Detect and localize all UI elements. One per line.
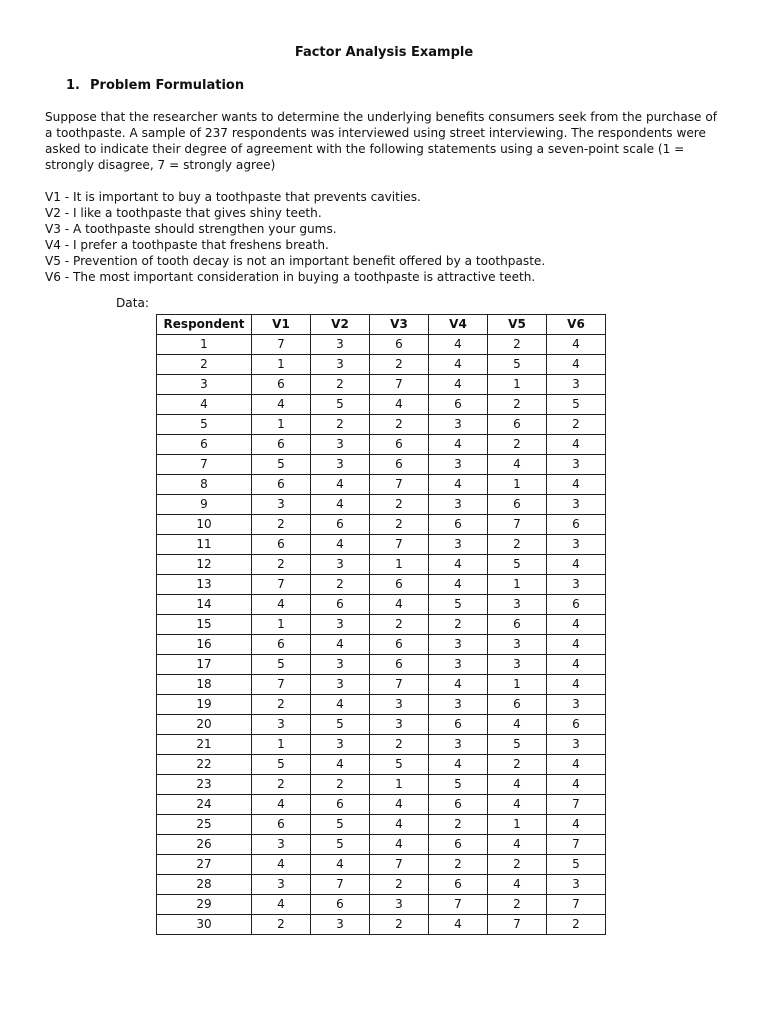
value-cell-v5: 6: [488, 495, 547, 515]
value-cell-v6: 4: [547, 335, 606, 355]
table-row: [157, 655, 606, 675]
value-cell-v4: 3: [429, 635, 488, 655]
table-row: [157, 735, 606, 755]
value-cell-v2: 3: [311, 435, 370, 455]
respondent-cell: 3: [157, 375, 252, 395]
table-row: [157, 635, 606, 655]
value-cell-v3: 3: [370, 895, 429, 915]
value-cell-v1: 3: [252, 715, 311, 735]
value-cell-v6: 7: [547, 795, 606, 815]
value-cell-v6: 3: [547, 875, 606, 895]
table-row: [157, 375, 606, 395]
value-cell-v3: 1: [370, 555, 429, 575]
value-cell-v6: 3: [547, 375, 606, 395]
value-cell-v3: 6: [370, 575, 429, 595]
value-cell-v6: 4: [547, 435, 606, 455]
value-cell-v2: 4: [311, 475, 370, 495]
value-cell-v2: 6: [311, 895, 370, 915]
value-cell-v5: 5: [488, 355, 547, 375]
respondent-cell: 29: [157, 895, 252, 915]
respondent-cell: 28: [157, 875, 252, 895]
value-cell-v6: 3: [547, 455, 606, 475]
table-row: [157, 675, 606, 695]
table-row: [157, 415, 606, 435]
value-cell-v3: 2: [370, 495, 429, 515]
value-cell-v4: 6: [429, 795, 488, 815]
value-cell-v2: 3: [311, 915, 370, 935]
value-cell-v4: 2: [429, 615, 488, 635]
value-cell-v5: 3: [488, 655, 547, 675]
statement-v4: V4 - I prefer a toothpaste that freshens breath.: [45, 238, 329, 252]
value-cell-v2: 3: [311, 555, 370, 575]
value-cell-v5: 4: [488, 775, 547, 795]
value-cell-v1: 2: [252, 555, 311, 575]
value-cell-v6: 3: [547, 695, 606, 715]
respondent-cell: 26: [157, 835, 252, 855]
value-cell-v4: 4: [429, 435, 488, 455]
value-cell-v2: 4: [311, 495, 370, 515]
respondent-cell: 16: [157, 635, 252, 655]
value-cell-v5: 2: [488, 335, 547, 355]
table-row: [157, 695, 606, 715]
value-cell-v1: 6: [252, 375, 311, 395]
value-cell-v5: 5: [488, 555, 547, 575]
value-cell-v1: 3: [252, 835, 311, 855]
value-cell-v2: 3: [311, 455, 370, 475]
value-cell-v6: 7: [547, 895, 606, 915]
respondent-cell: 21: [157, 735, 252, 755]
value-cell-v3: 7: [370, 375, 429, 395]
value-cell-v1: 2: [252, 695, 311, 715]
data-table: [156, 314, 606, 935]
value-cell-v3: 4: [370, 835, 429, 855]
intro-paragraph: [45, 109, 725, 173]
value-cell-v4: 3: [429, 495, 488, 515]
respondent-cell: 18: [157, 675, 252, 695]
value-cell-v2: 3: [311, 615, 370, 635]
value-cell-v1: 5: [252, 655, 311, 675]
value-cell-v4: 3: [429, 735, 488, 755]
value-cell-v5: 2: [488, 755, 547, 775]
value-cell-v6: 7: [547, 835, 606, 855]
value-cell-v6: 4: [547, 355, 606, 375]
value-cell-v6: 4: [547, 555, 606, 575]
value-cell-v5: 3: [488, 635, 547, 655]
value-cell-v1: 6: [252, 475, 311, 495]
value-cell-v2: 2: [311, 415, 370, 435]
value-cell-v1: 4: [252, 595, 311, 615]
respondent-cell: 24: [157, 795, 252, 815]
value-cell-v6: 3: [547, 735, 606, 755]
value-cell-v4: 2: [429, 855, 488, 875]
value-cell-v2: 4: [311, 695, 370, 715]
table-row: [157, 795, 606, 815]
section-heading: [66, 78, 244, 93]
value-cell-v1: 2: [252, 915, 311, 935]
value-cell-v5: 4: [488, 835, 547, 855]
respondent-cell: 30: [157, 915, 252, 935]
header-v2: V2: [311, 315, 370, 335]
table-row: [157, 915, 606, 935]
statement-v1: V1 - It is important to buy a toothpaste that prevents cavities.: [45, 190, 421, 204]
value-cell-v1: 4: [252, 395, 311, 415]
value-cell-v6: 3: [547, 575, 606, 595]
value-cell-v5: 2: [488, 535, 547, 555]
respondent-cell: 6: [157, 435, 252, 455]
header-v6: V6: [547, 315, 606, 335]
value-cell-v3: 2: [370, 735, 429, 755]
value-cell-v5: 2: [488, 855, 547, 875]
value-cell-v1: 1: [252, 615, 311, 635]
value-cell-v5: 4: [488, 875, 547, 895]
respondent-cell: 1: [157, 335, 252, 355]
value-cell-v6: 6: [547, 715, 606, 735]
value-cell-v4: 4: [429, 335, 488, 355]
section-number: 1.: [66, 78, 80, 93]
value-cell-v4: 5: [429, 775, 488, 795]
value-cell-v2: 7: [311, 875, 370, 895]
statement-v3: V3 - A toothpaste should strengthen your gums.: [45, 222, 337, 236]
value-cell-v4: 4: [429, 355, 488, 375]
value-cell-v6: 4: [547, 755, 606, 775]
respondent-cell: 8: [157, 475, 252, 495]
value-cell-v6: 4: [547, 635, 606, 655]
value-cell-v3: 2: [370, 355, 429, 375]
document-title: Factor Analysis Example: [294, 45, 474, 60]
respondent-cell: 7: [157, 455, 252, 475]
respondent-cell: 25: [157, 815, 252, 835]
value-cell-v3: 3: [370, 695, 429, 715]
value-cell-v4: 4: [429, 915, 488, 935]
value-cell-v6: 4: [547, 615, 606, 635]
value-cell-v3: 1: [370, 775, 429, 795]
value-cell-v6: 5: [547, 395, 606, 415]
table-row: [157, 815, 606, 835]
value-cell-v2: 5: [311, 835, 370, 855]
value-cell-v4: 4: [429, 475, 488, 495]
value-cell-v3: 2: [370, 875, 429, 895]
respondent-cell: 27: [157, 855, 252, 875]
value-cell-v4: 6: [429, 715, 488, 735]
value-cell-v2: 2: [311, 575, 370, 595]
value-cell-v3: 7: [370, 475, 429, 495]
value-cell-v1: 4: [252, 855, 311, 875]
value-cell-v6: 4: [547, 475, 606, 495]
respondent-cell: 17: [157, 655, 252, 675]
value-cell-v6: 4: [547, 675, 606, 695]
respondent-cell: 2: [157, 355, 252, 375]
value-cell-v3: 6: [370, 635, 429, 655]
value-cell-v3: 4: [370, 395, 429, 415]
value-cell-v2: 4: [311, 855, 370, 875]
value-cell-v4: 4: [429, 555, 488, 575]
value-cell-v2: 3: [311, 675, 370, 695]
value-cell-v3: 2: [370, 415, 429, 435]
value-cell-v1: 2: [252, 515, 311, 535]
value-cell-v3: 3: [370, 715, 429, 735]
respondent-cell: 5: [157, 415, 252, 435]
table-row: [157, 475, 606, 495]
value-cell-v5: 7: [488, 915, 547, 935]
value-cell-v2: 4: [311, 755, 370, 775]
table-row: [157, 515, 606, 535]
value-cell-v5: 6: [488, 415, 547, 435]
value-cell-v1: 6: [252, 635, 311, 655]
table-body: [157, 335, 606, 935]
table-row: [157, 535, 606, 555]
value-cell-v2: 6: [311, 795, 370, 815]
value-cell-v5: 1: [488, 575, 547, 595]
value-cell-v3: 5: [370, 755, 429, 775]
value-cell-v3: 7: [370, 535, 429, 555]
value-cell-v4: 3: [429, 455, 488, 475]
value-cell-v3: 2: [370, 615, 429, 635]
value-cell-v5: 6: [488, 695, 547, 715]
value-cell-v5: 1: [488, 375, 547, 395]
respondent-cell: 13: [157, 575, 252, 595]
value-cell-v5: 1: [488, 815, 547, 835]
value-cell-v2: 2: [311, 375, 370, 395]
value-cell-v6: 6: [547, 515, 606, 535]
value-cell-v6: 6: [547, 595, 606, 615]
header-v3: V3: [370, 315, 429, 335]
value-cell-v4: 4: [429, 575, 488, 595]
value-cell-v6: 2: [547, 915, 606, 935]
statement-v5: V5 - Prevention of tooth decay is not an important benefit offered by a toothpaste.: [45, 254, 546, 268]
value-cell-v6: 2: [547, 415, 606, 435]
value-cell-v5: 4: [488, 715, 547, 735]
value-cell-v4: 5: [429, 595, 488, 615]
value-cell-v3: 4: [370, 815, 429, 835]
table-header-row: [157, 315, 606, 335]
value-cell-v2: 6: [311, 515, 370, 535]
value-cell-v4: 3: [429, 415, 488, 435]
value-cell-v4: 4: [429, 375, 488, 395]
table-row: [157, 775, 606, 795]
value-cell-v1: 6: [252, 535, 311, 555]
value-cell-v3: 6: [370, 335, 429, 355]
header-v4: V4: [429, 315, 488, 335]
respondent-cell: 14: [157, 595, 252, 615]
value-cell-v3: 4: [370, 595, 429, 615]
value-cell-v5: 3: [488, 595, 547, 615]
value-cell-v6: 4: [547, 815, 606, 835]
value-cell-v3: 2: [370, 515, 429, 535]
value-cell-v1: 7: [252, 335, 311, 355]
value-cell-v5: 6: [488, 615, 547, 635]
value-cell-v5: 2: [488, 895, 547, 915]
table-row: [157, 495, 606, 515]
value-cell-v5: 2: [488, 435, 547, 455]
table-row: [157, 875, 606, 895]
table-row: [157, 355, 606, 375]
value-cell-v3: 4: [370, 795, 429, 815]
value-cell-v2: 3: [311, 735, 370, 755]
respondent-cell: 22: [157, 755, 252, 775]
table-row: [157, 715, 606, 735]
value-cell-v2: 3: [311, 655, 370, 675]
table-row: [157, 575, 606, 595]
respondent-cell: 23: [157, 775, 252, 795]
table-row: [157, 895, 606, 915]
value-cell-v5: 1: [488, 475, 547, 495]
table-row: [157, 435, 606, 455]
table-row: [157, 595, 606, 615]
statement-v6: V6 - The most important consideration in buying a toothpaste is attractive teeth.: [45, 270, 536, 284]
table-row: [157, 335, 606, 355]
value-cell-v1: 3: [252, 495, 311, 515]
value-cell-v5: 5: [488, 735, 547, 755]
table-row: [157, 555, 606, 575]
value-cell-v1: 7: [252, 675, 311, 695]
value-cell-v2: 2: [311, 775, 370, 795]
value-cell-v5: 1: [488, 675, 547, 695]
table-row: [157, 615, 606, 635]
value-cell-v4: 6: [429, 835, 488, 855]
intro-text: Suppose that the researcher wants to determine the underlying benefits consumers seek from the purchase of a toothpaste. A sample of 237 respondents was interviewed using street interviewing. The respondents were asked to indicate their degree of agreement with the following statements using a seven-point scale (1 = strongly disagree, 7 = strongly agree): [45, 110, 717, 172]
value-cell-v2: 3: [311, 335, 370, 355]
value-cell-v4: 6: [429, 875, 488, 895]
value-cell-v6: 3: [547, 495, 606, 515]
header-v5: V5: [488, 315, 547, 335]
section-title: Problem Formulation: [90, 78, 245, 93]
table-row: [157, 855, 606, 875]
value-cell-v6: 5: [547, 855, 606, 875]
value-cell-v4: 3: [429, 655, 488, 675]
value-cell-v4: 4: [429, 755, 488, 775]
value-cell-v3: 6: [370, 655, 429, 675]
respondent-cell: 19: [157, 695, 252, 715]
value-cell-v5: 7: [488, 515, 547, 535]
value-cell-v6: 4: [547, 655, 606, 675]
respondent-cell: 20: [157, 715, 252, 735]
value-cell-v2: 6: [311, 595, 370, 615]
table-row: [157, 835, 606, 855]
respondent-cell: 15: [157, 615, 252, 635]
value-cell-v4: 6: [429, 515, 488, 535]
value-cell-v3: 7: [370, 855, 429, 875]
value-cell-v6: 3: [547, 535, 606, 555]
value-cell-v4: 2: [429, 815, 488, 835]
value-cell-v1: 6: [252, 815, 311, 835]
value-cell-v1: 7: [252, 575, 311, 595]
value-cell-v6: 4: [547, 775, 606, 795]
header-v1: V1: [252, 315, 311, 335]
value-cell-v3: 7: [370, 675, 429, 695]
value-cell-v1: 1: [252, 735, 311, 755]
table-row: [157, 395, 606, 415]
respondent-cell: 10: [157, 515, 252, 535]
value-cell-v3: 6: [370, 435, 429, 455]
value-cell-v3: 6: [370, 455, 429, 475]
value-cell-v1: 5: [252, 755, 311, 775]
value-cell-v5: 4: [488, 455, 547, 475]
value-cell-v1: 4: [252, 895, 311, 915]
statement-v2: V2 - I like a toothpaste that gives shiny teeth.: [45, 206, 322, 220]
value-cell-v2: 4: [311, 635, 370, 655]
value-cell-v5: 2: [488, 395, 547, 415]
value-cell-v1: 6: [252, 435, 311, 455]
header-respondent: Respondent: [157, 315, 252, 335]
value-cell-v1: 3: [252, 875, 311, 895]
value-cell-v1: 5: [252, 455, 311, 475]
table-row: [157, 755, 606, 775]
value-cell-v4: 6: [429, 395, 488, 415]
value-cell-v2: 5: [311, 715, 370, 735]
value-cell-v4: 7: [429, 895, 488, 915]
value-cell-v2: 5: [311, 395, 370, 415]
statement-list: [45, 189, 725, 285]
value-cell-v1: 1: [252, 415, 311, 435]
respondent-cell: 11: [157, 535, 252, 555]
value-cell-v4: 3: [429, 535, 488, 555]
table-row: [157, 455, 606, 475]
value-cell-v3: 2: [370, 915, 429, 935]
value-cell-v1: 4: [252, 795, 311, 815]
value-cell-v2: 4: [311, 535, 370, 555]
value-cell-v4: 3: [429, 695, 488, 715]
respondent-cell: 9: [157, 495, 252, 515]
value-cell-v2: 5: [311, 815, 370, 835]
value-cell-v1: 1: [252, 355, 311, 375]
data-label: Data:: [116, 296, 149, 310]
value-cell-v2: 3: [311, 355, 370, 375]
respondent-cell: 12: [157, 555, 252, 575]
respondent-cell: 4: [157, 395, 252, 415]
value-cell-v1: 2: [252, 775, 311, 795]
value-cell-v5: 4: [488, 795, 547, 815]
value-cell-v4: 4: [429, 675, 488, 695]
